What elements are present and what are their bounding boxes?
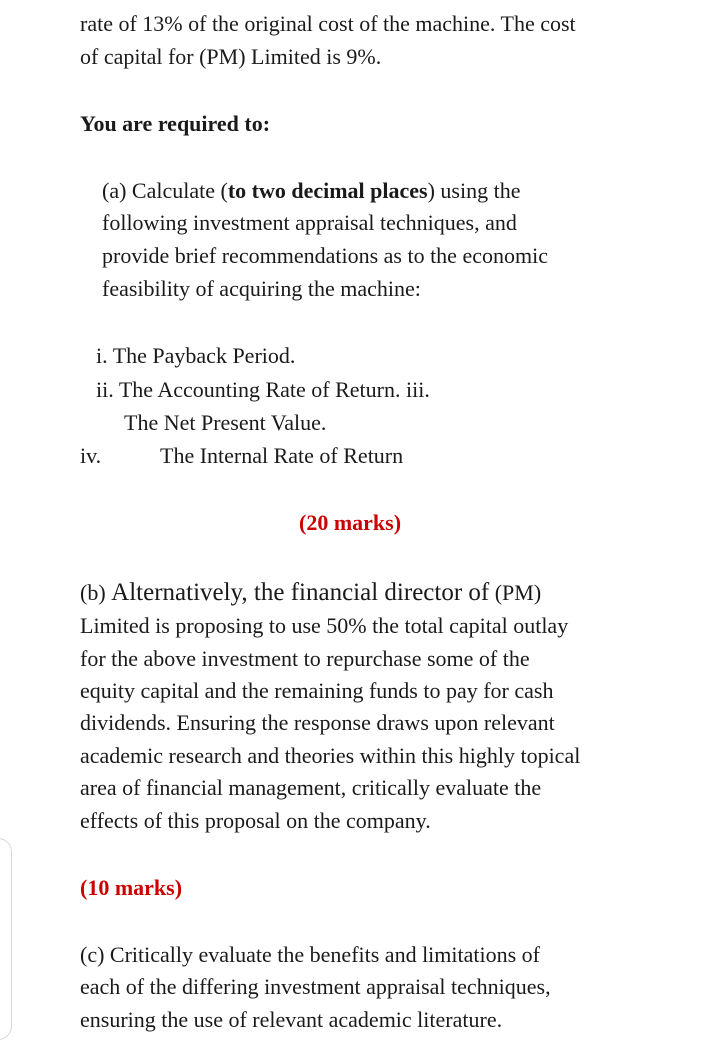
part-a-marks: (20 marks) [299,510,402,535]
item-ii: ii. The Accounting Rate of Return. iii. [96,377,430,402]
part-a-prefix: (a) Calculate ( [102,178,228,203]
item-iii: The Net Present Value. [124,410,327,435]
required-heading: You are required to: [80,111,271,136]
part-a-line-3: provide brief recommendations as to the economic [102,243,548,268]
part-b-line-3: for the above investment to repurchase some of the [80,646,530,671]
part-b-line-7: area of financial management, critically evaluate the [80,775,542,800]
item-iv-number: iv. [80,443,102,468]
part-b-tail: (PM) [489,580,542,605]
intro-line-1: rate of 13% of the original cost of the machine. The cost [80,11,576,36]
part-b-prefix: (b) [80,580,112,605]
part-b-line-5: dividends. Ensuring the response draws upon relevant [80,710,555,735]
part-a-bold: to two decimal places [227,178,428,203]
part-b-big: Alternatively, the financial director of [111,579,490,606]
part-b-line-2: Limited is proposing to use 50% the total capital outlay [80,613,569,638]
part-b-line-4: equity capital and the remaining funds to pay for cash [80,678,554,703]
item-iv: The Internal Rate of Return [160,443,404,468]
part-c-line-1: (c) Critically evaluate the benefits and limitations of [80,942,541,967]
part-b-line-8: effects of this proposal on the company. [80,808,431,833]
part-b-line-6: academic research and theories within this highly topical [80,743,581,768]
part-b-marks: (10 marks) [80,875,183,900]
intro-line-2: of capital for (PM) Limited is 9%. [80,44,382,69]
item-i: i. The Payback Period. [96,343,296,368]
left-edge-card [0,838,12,1040]
part-b-line-1 [80,577,541,609]
part-c-line-2: each of the differing investment appraisal techniques, [80,974,551,999]
part-a-line-1 [102,175,521,207]
part-a-line-4: feasibility of acquiring the machine: [102,276,421,301]
part-a-suffix: ) using the [427,178,521,203]
part-c-line-3: ensuring the use of relevant academic literature. [80,1007,503,1032]
part-a-line-2: following investment appraisal techniques, and [102,210,517,235]
